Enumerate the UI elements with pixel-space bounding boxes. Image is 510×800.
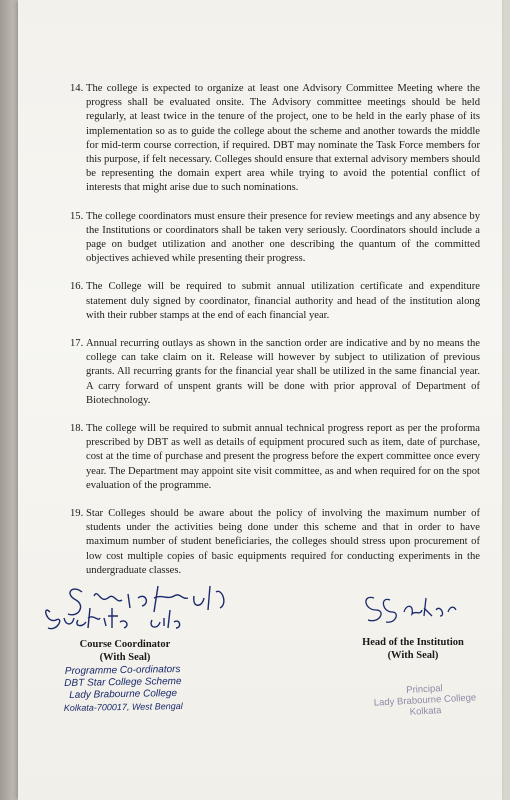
stamp-line: Kolkata bbox=[409, 705, 442, 718]
coordinator-stamp bbox=[38, 664, 209, 715]
clause-19 bbox=[70, 507, 480, 578]
clause-list bbox=[70, 82, 480, 592]
head-label bbox=[348, 636, 478, 662]
stamp-line: DBT Star College Scheme bbox=[64, 675, 182, 690]
page-edge-shadow bbox=[0, 0, 18, 800]
clause-14 bbox=[70, 82, 480, 196]
clause-number: 17. bbox=[70, 338, 84, 350]
clause-text: The college will be required to submit annual technical progress report as per the proforma prescribed by DBT as well as details of equipment procured such as item, date of purchase, cost at the time of purchase and present the progress before the expert committee once every year. The Department may appoint site visit committee, as and when required for on the spot evaluation of the programme. bbox=[86, 423, 480, 491]
stamp-line: Principal bbox=[405, 683, 443, 696]
head-signature bbox=[360, 588, 460, 628]
clause-number: 15. bbox=[70, 210, 84, 222]
clause-number: 18. bbox=[70, 423, 84, 435]
clause-number: 14. bbox=[70, 83, 84, 94]
coordinator-seal-note: (With Seal) bbox=[99, 652, 151, 663]
stamp-line: Lady Brabourne College bbox=[373, 692, 477, 709]
stamp-line: Kolkata-700017, West Bengal bbox=[63, 700, 183, 714]
clause-16 bbox=[70, 280, 480, 323]
clause-17 bbox=[70, 337, 480, 408]
clause-number: 19. bbox=[70, 508, 84, 520]
coordinator-title: Course Coordinator bbox=[79, 639, 171, 650]
principal-stamp bbox=[359, 681, 491, 721]
document-page bbox=[18, 0, 502, 800]
clause-text: The college is expected to organize at least one Advisory Committee Meeting where the progress shall be evaluated onsite. The Advisory committee meetings should be held regularly, at least twice in the tenure of the project, one to be held in the early phase of its implementation so as to guide the college about the scheme and another towards the middle for mid-term course correction, if required. DBT may nominate the Task Force members for this purpose, if felt necessary. Colleges should ensure that external advisory members should be representing the domain expert area while trying to avoid the potential conflict of interests that might arise due to such nominations. bbox=[86, 83, 480, 194]
head-seal-note: (With Seal) bbox=[387, 650, 439, 661]
clause-text: Annual recurring outlays as shown in the sanction order are indicative and by no means the college can take claim on it. Release will however by subject to utilization of previous grants. All recurring grants for the financial year shall be utilized in the same financial year. A carry forward of unspent grants will be done with prior approval of Department of Biotechnology. bbox=[86, 338, 480, 406]
clause-18 bbox=[70, 422, 480, 493]
stamp-line: Programme Co-ordinators bbox=[64, 663, 181, 678]
coordinator-signature bbox=[42, 578, 242, 638]
clause-number: 16. bbox=[70, 281, 84, 293]
clause-text: The college coordinators must ensure their presence for review meetings and any absence by the Institutions or coordinators shall be taken very seriously. Coordinators should include a page on budget utilization and another one describing the quantum of the committed objectives achieved while presenting their progress. bbox=[86, 210, 480, 265]
coordinator-label bbox=[60, 638, 190, 664]
clause-15 bbox=[70, 210, 480, 267]
stamp-line: Lady Brabourne College bbox=[69, 688, 178, 701]
clause-text: Star Colleges should be aware about the policy of involving the maximum number of students under the activities being done under this scheme and that in order to have maximum number of student beneficiaries, the colleges should stress upon procurement of low cost multiple copies of basic equipments required for conducting experiments in the undergraduate classes. bbox=[86, 508, 480, 576]
head-title: Head of the Institution bbox=[362, 637, 464, 648]
clause-text: The College will be required to submit annual utilization certificate and expenditure statement duly signed by coordinator, financial authority and head of the institution along with their rubber stamps at the end of each financial year. bbox=[86, 281, 480, 321]
